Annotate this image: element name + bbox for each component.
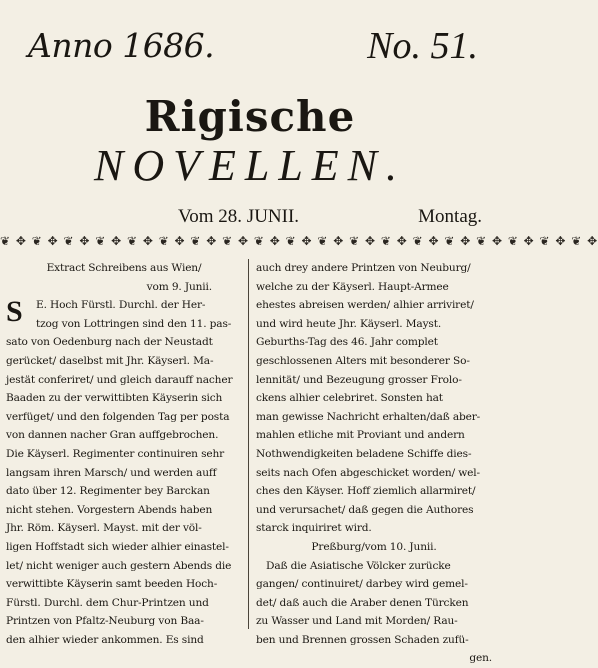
text-line: dato über 12. Regimenter bey Barckan (6, 485, 210, 498)
text-line: Die Käyserl. Regimenter continuiren sehr (6, 447, 225, 460)
text-line: zu Wasser und Land mit Morden/ Rau- (256, 615, 458, 628)
text-line: sato von Oedenburg nach der Neustadt (6, 336, 213, 349)
text-line: und wird heute Jhr. Käyserl. Mayst. (256, 317, 442, 330)
text-line: Jhr. Röm. Käyserl. Mayst. mit der völ- (6, 522, 202, 535)
text-line: gerücket/ daselbst mit Jhr. Käyserl. Ma- (6, 354, 214, 367)
year-label: Anno 1686. (28, 26, 215, 65)
text-line: Daß die Asiatische Völcker zurücke (266, 559, 451, 572)
article-dateline: Preßburg/vom 10. Junii. (311, 540, 437, 553)
text-line: Printzen von Pfaltz-Neuburg von Baa- (6, 615, 204, 628)
text-line: geschlossenen Alters mit besonderer So- (256, 354, 470, 367)
ornament-border: ❦ ✥ ❦ ✥ ❦ ✥ ❦ ✥ ❦ ✥ ❦ ✥ ❦ ✥ ❦ ✥ ❦ ✥ ❦ ✥ ❦ ✥ ❦ ✥ ❦ ✥ ❦ ✥ ❦ ✥ ❦ ✥ ❦ ✥ ❦ ✥ ❦ ✥ (0, 234, 598, 248)
text-line: lennität/ und Bezeugung grosser Frolo- (256, 373, 462, 386)
text-line: Nothwendigkeiten beladene Schiffe dies- (256, 447, 472, 460)
text-line: auch drey andere Printzen von Neuburg/ (256, 262, 471, 274)
text-line: man gewisse Nachricht erhalten/daß aber- (256, 410, 481, 423)
text-line: langsam ihren Marsch/ und werden auff (6, 466, 217, 479)
text-line: Geburths-Tag des 46. Jahr complet (256, 336, 438, 349)
text-line: ehestes abreisen werden/ alhier arriviret/ (256, 299, 474, 312)
text-line: verfüget/ und den folgenden Tag per posta (6, 410, 230, 423)
text-line: verwittibte Käyserin samt beeden Hoch- (6, 578, 218, 591)
text-line: ches den Käyser. Hoff ziemlich allarmiret/ (256, 485, 476, 498)
text-line: starck inquiriret wird. (256, 522, 372, 535)
text-line: E. Hoch Fürstl. Durchl. der Her- (36, 299, 206, 312)
text-line: von dannen nacher Gran auffgebrochen. (6, 429, 219, 442)
issue-number: No. 51. (367, 25, 478, 67)
text-line: Fürstl. Durchl. dem Chur-Printzen und (6, 596, 209, 609)
text-line: und verursachet/ daß gegen die Authores (256, 503, 474, 516)
masthead-rigische: Rigische (144, 92, 356, 141)
article-heading: Extract Schreibens aus Wien/ (46, 262, 202, 274)
text-line: ben und Brennen grossen Schaden zufü- (256, 633, 469, 646)
text-line: welche zu der Käyserl. Haupt-Armee (256, 280, 449, 293)
text-line: jestät conferiret/ und gleich darauff nacher (6, 373, 233, 386)
column-divider (248, 259, 249, 629)
text-line: tzog von Lottringen sind den 11. pas- (36, 317, 232, 330)
masthead-novellen: NOVELLEN. (93, 141, 407, 190)
left-column (6, 259, 242, 649)
issue-weekday: Montag. (418, 206, 482, 227)
right-column (256, 259, 492, 668)
issue-date: Vom 28. JUNII. (178, 206, 300, 227)
text-line: gen. (469, 652, 492, 665)
text-line: Baaden zu der verwittibten Käyserin sich (6, 392, 223, 405)
text-line: nicht stehen. Vorgestern Abends haben (6, 503, 213, 516)
text-line: ligen Hoffstadt sich wieder alhier einastel- (6, 540, 229, 553)
article-subheading: vom 9. Junii. (146, 280, 212, 293)
text-line: seits nach Ofen abgeschicket worden/ wel- (256, 466, 480, 479)
text-line: ckens alhier celebriret. Sonsten hat (256, 392, 443, 405)
text-line: mahlen etliche mit Proviant und andern (256, 429, 465, 442)
text-line: den alhier wieder ankommen. Es sind (6, 633, 204, 646)
text-line: det/ daß auch die Araber denen Türcken (256, 596, 469, 609)
drop-capital: S (6, 295, 23, 328)
text-line: gangen/ continuiret/ darbey wird gemel- (256, 578, 468, 591)
text-line: let/ nicht weniger auch gestern Abends die (6, 559, 232, 572)
